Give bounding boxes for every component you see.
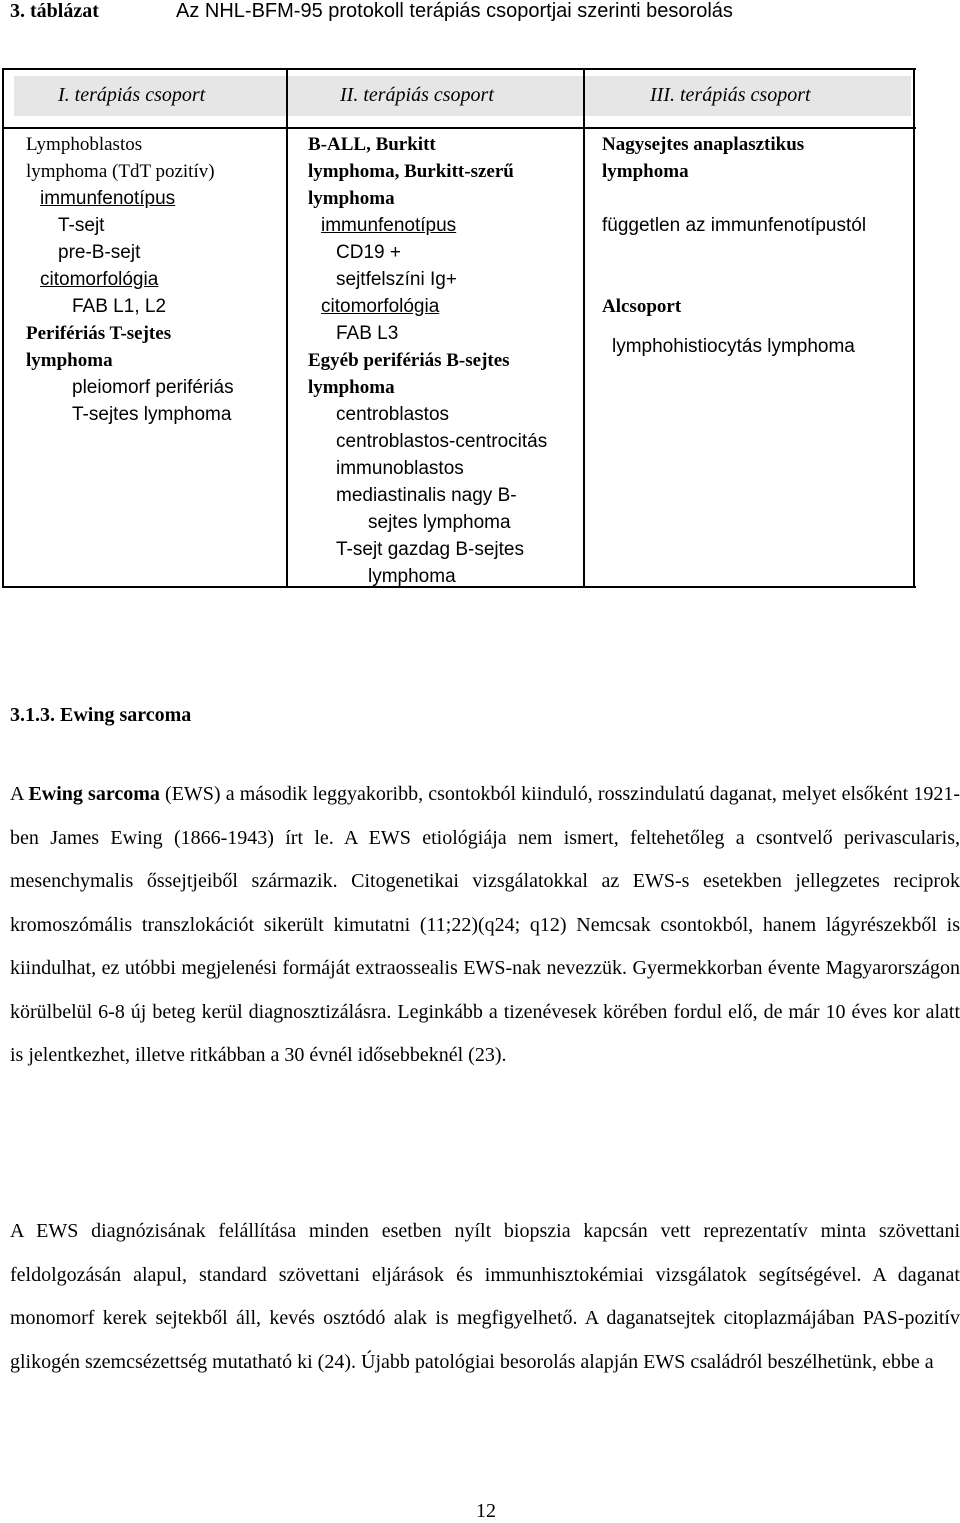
col1-cyto-label: citomorfológia (40, 269, 159, 290)
col2-cyto-value: FAB L3 (336, 323, 399, 344)
col1-group1-title-line1: Lymphoblastos (26, 134, 143, 155)
table-cell-group-1 (26, 131, 234, 428)
col2-group2-item: T-sejt gazdag B-sejtes (336, 539, 524, 560)
col3-group2-title: Alcsoport (602, 296, 682, 317)
col3-group2-item: lymphohistiocytás lymphoma (612, 336, 855, 357)
paragraph-1-term: Ewing sarcoma (28, 783, 160, 805)
section-heading: 3.1.3. Ewing sarcoma (10, 704, 192, 726)
paragraph-1-lead: A (10, 783, 29, 805)
paragraph-2-text: A EWS diagnózisának felállítása minden esetben nyílt biopszia kapcsán vett reprezentatív minta szövettani feldolgozásán alapul, standard szövettani eljárások és immunhisztokémiai vizsgálatok segítségével. A daganat monomorf kerek sejtekből áll, kevés osztódó alak is megfigyelhető. A daganatsejtek citoplazmájában PAS-pozitív glikogén szemcsézettség mutatható ki (24). Újabb patológiai besorolás alapján EWS családról beszélhetünk, ebbe a (10, 1220, 960, 1373)
col2-group2-title-line1: Egyéb perifériás B-sejtes (308, 350, 510, 371)
col2-cyto-label: citomorfológia (321, 296, 440, 317)
table-col-divider-2 (583, 68, 585, 588)
paragraph-2 (10, 1210, 960, 1384)
col3-group1-title-line2: lymphoma (602, 161, 689, 182)
col2-group2-item: mediastinalis nagy B- (336, 485, 517, 506)
table-header-divider (2, 127, 916, 129)
col2-group1-title-line2: lymphoma, Burkitt-szerű (308, 161, 514, 182)
col2-group2-item: centroblastos (336, 404, 450, 425)
table-header-row (14, 76, 911, 116)
col1-cyto-value: FAB L1, L2 (72, 296, 167, 317)
col3-group1-title-line1: Nagysejtes anaplasztikus (602, 134, 805, 155)
col1-immuno-item: T-sejt (58, 215, 105, 236)
col2-group1-title-line3: lymphoma (308, 188, 395, 209)
page-number: 12 (476, 1500, 496, 1522)
table-cell-group-3 (602, 131, 866, 374)
col3-note: független az immunfenotípustól (602, 215, 867, 236)
col1-group1-title-line2: lymphoma (TdT pozitív) (26, 161, 215, 182)
table-border-left (2, 68, 4, 588)
table-border-top (2, 68, 916, 70)
col1-immuno-item: pre-B-sejt (58, 242, 141, 263)
col2-group2-title-line2: lymphoma (308, 377, 395, 398)
header-group-2: II. terápiás csoport (340, 84, 494, 106)
table-border-right (913, 68, 915, 588)
col2-group1-title-line1: B-ALL, Burkitt (308, 134, 436, 155)
col2-group2-item: sejtes lymphoma (368, 512, 511, 533)
col2-group2-item: lymphoma (368, 566, 456, 587)
table-number: 3. táblázat (10, 0, 99, 22)
paragraph-1 (10, 773, 960, 1078)
col2-group2-item: centroblastos-centrocitás (336, 431, 548, 452)
col2-immuno-label: immunfenotípus (321, 215, 457, 236)
table-caption (0, 0, 960, 28)
table-title: Az NHL-BFM-95 protokoll terápiás csoportjai szerinti besorolás (176, 0, 733, 22)
col1-group2-title-line1: Perifériás T-sejtes (26, 323, 172, 344)
col2-immuno-item: CD19 + (336, 242, 401, 263)
paragraph-1-text: (EWS) a második leggyakoribb, csontokból kiinduló, rosszindulatú daganat, melyet elsőként 1921-ben James Ewing (1866-1943) írt le. A EWS etiológiája nem ismert, feltehetőleg a csontvelő perivascularis, mesenchymalis őssejtjeiből származik. Citogenetikai vizsgálatokkal az EWS-s esetekben jellegzetes reciprok kromoszómális transzlokációt sikerült kimutatni (11;22)(q24; q12) Nemcsak csontokból, hanem lágyrészekből is kiindulhat, ez utóbbi megjelenési formáját extraossealis EWS-nak nevezzük. Gyermekkorban évente Magyarországon körülbelül 6-8 új beteg kerül diagnosztizálásra. Leginkább a tizenévesek körében fordul elő, de már 10 éves kor alatt is jelentkezhet, illetve ritkábban a 30 évnél idősebbeknél (23). (10, 783, 960, 1066)
col1-group2-title-line2: lymphoma (26, 350, 113, 371)
col1-immuno-label: immunfenotípus (40, 188, 176, 209)
table-col-divider-1 (286, 68, 288, 588)
col2-group2-item: immunoblastos (336, 458, 464, 479)
col1-group2-item: T-sejtes lymphoma (72, 404, 232, 425)
header-group-3: III. terápiás csoport (650, 84, 811, 106)
col2-immuno-item: sejtfelszíni Ig+ (336, 269, 457, 290)
header-group-1: I. terápiás csoport (58, 84, 206, 106)
table-cell-group-2 (308, 131, 547, 590)
col1-group2-item: pleiomorf perifériás (72, 377, 234, 398)
